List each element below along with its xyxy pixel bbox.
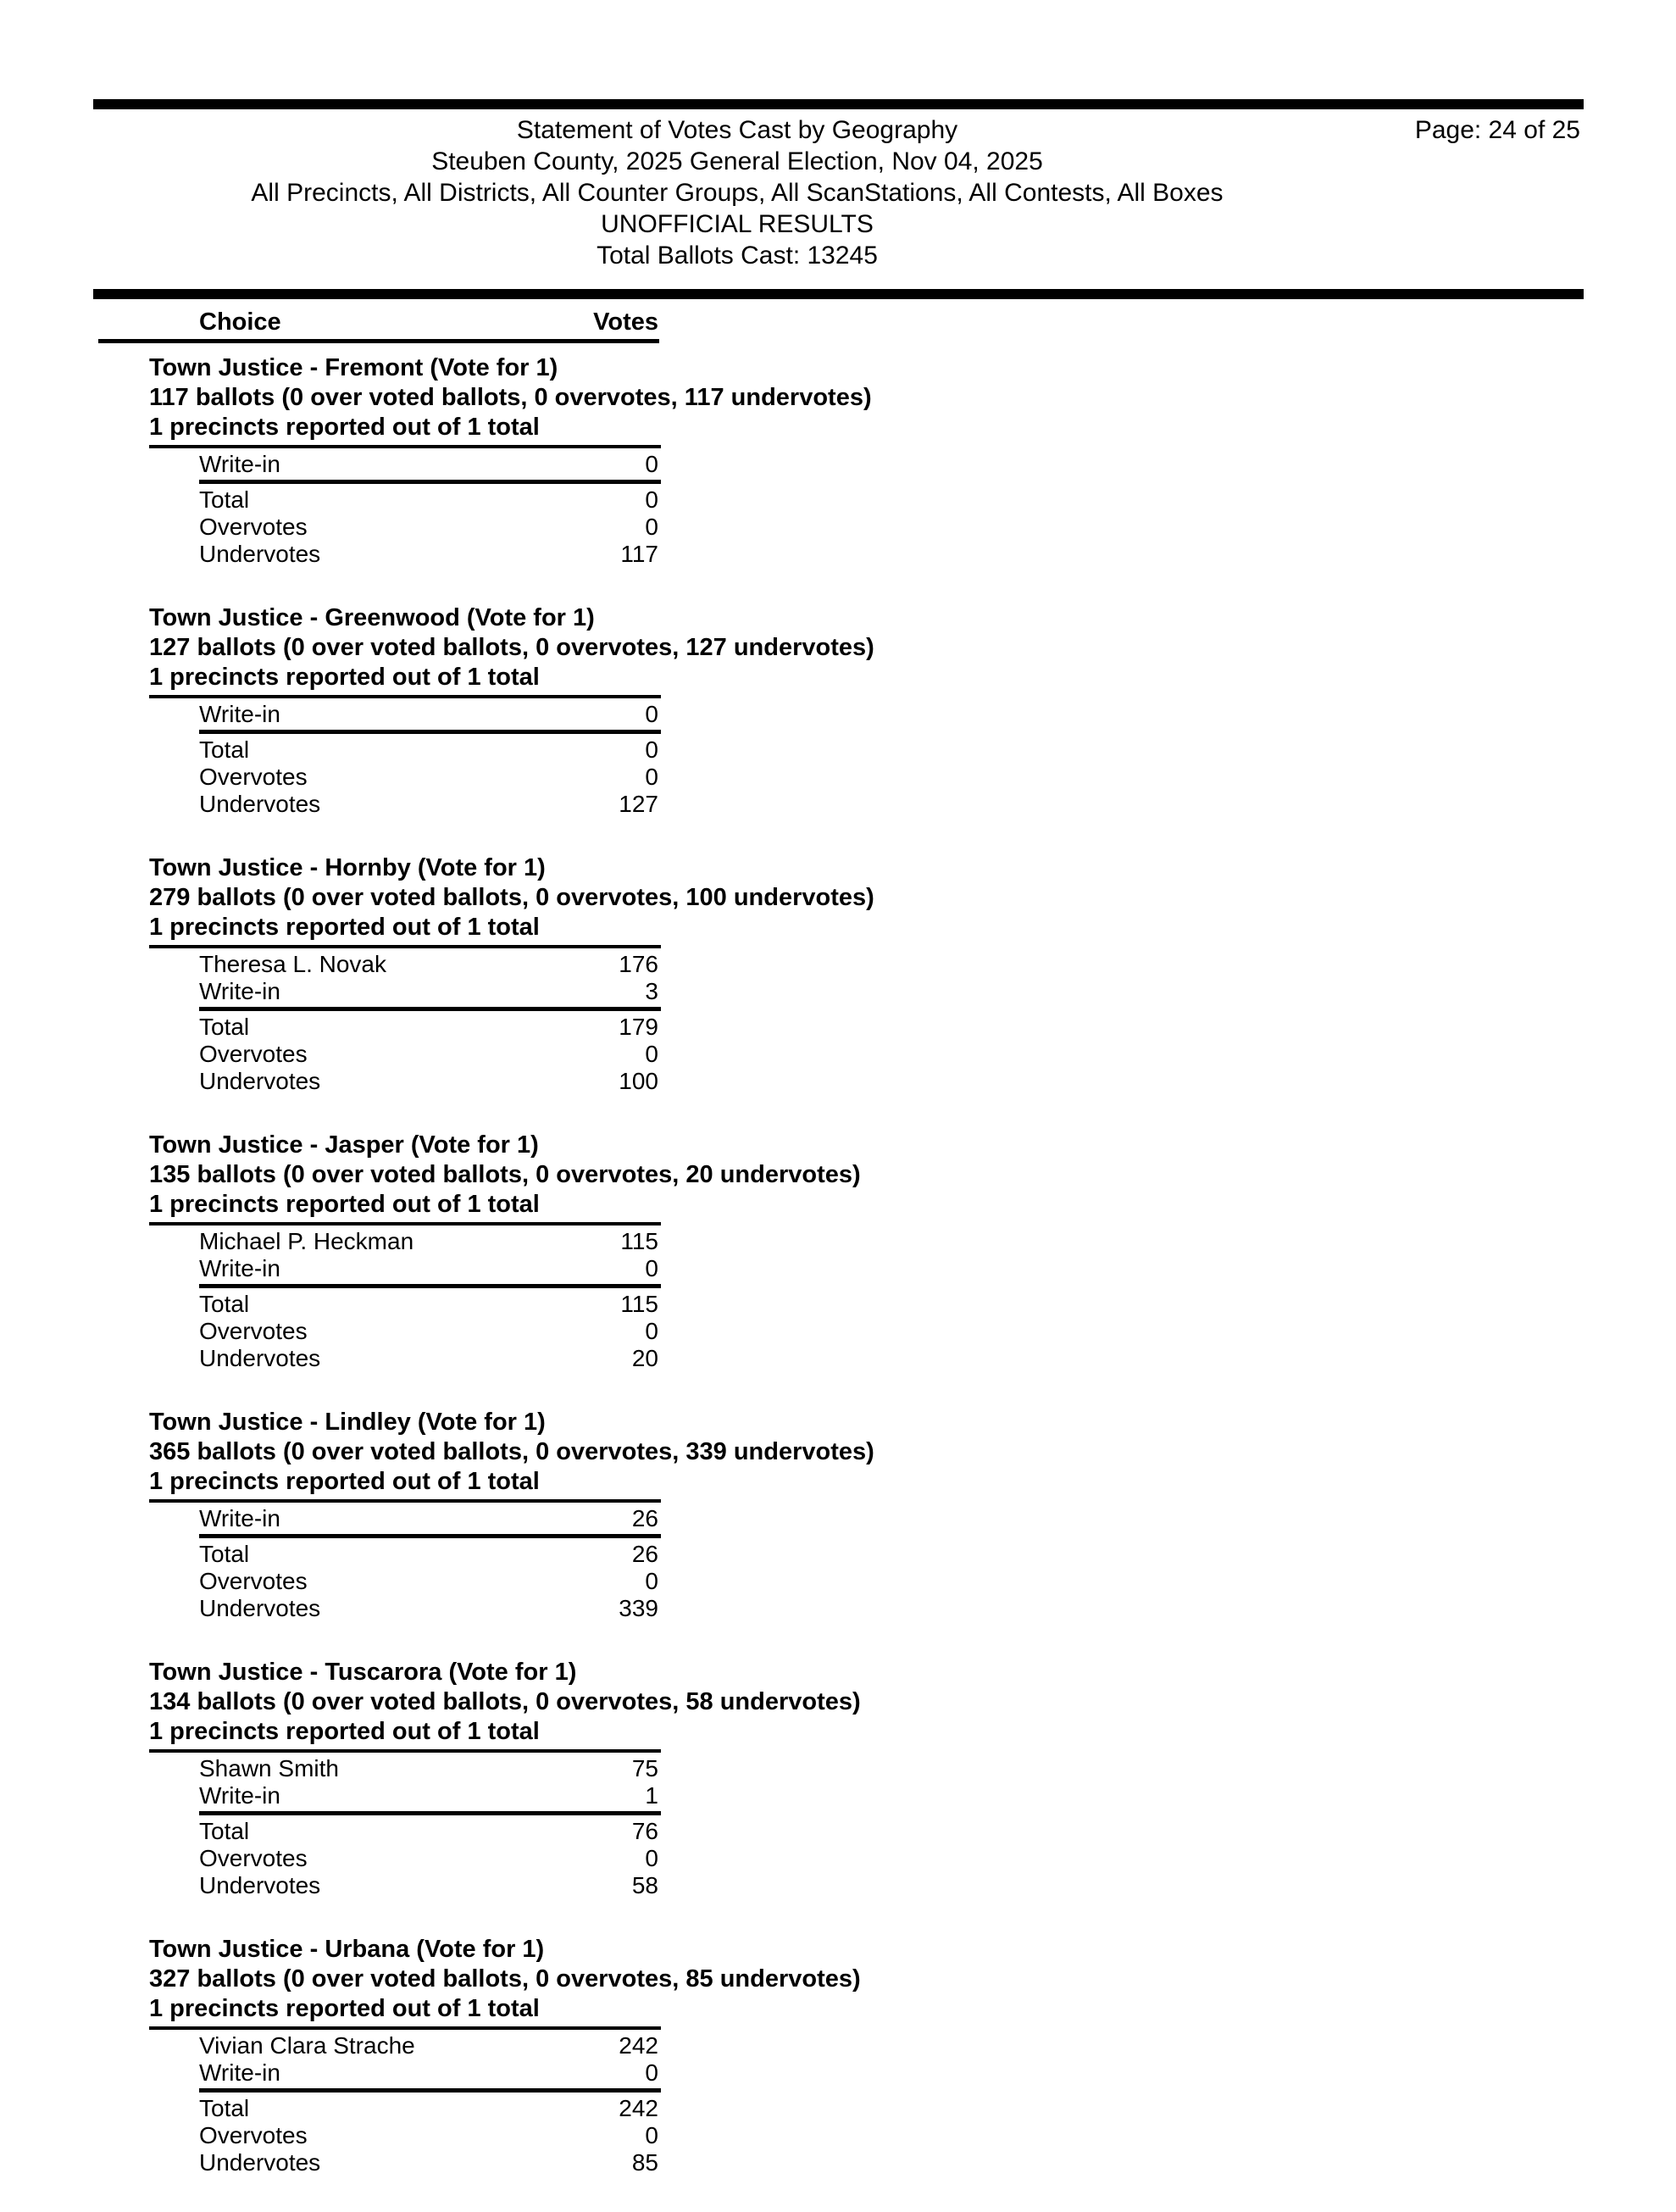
summary-rows (93, 1541, 1584, 1622)
contest-section (93, 603, 1584, 818)
election-subtitle: Steuben County, 2025 General Election, Nov 04, 2025 (431, 147, 1043, 175)
summary-rows (93, 1291, 1584, 1372)
candidate-row-votes: 0 (645, 451, 658, 477)
header-centered-block (93, 114, 1381, 271)
contest-section (93, 1935, 1584, 2176)
summary-rows (93, 1818, 1584, 1899)
candidate-row-votes: 115 (620, 1228, 658, 1254)
summary-row-votes: 117 (620, 541, 658, 567)
contest-title: Town Justice - Tuscarora (Vote for 1) (149, 1659, 577, 1686)
contest-precincts-reported: 1 precincts reported out of 1 total (149, 1468, 540, 1495)
candidate-row-votes: 3 (645, 978, 658, 1004)
candidate-row (199, 951, 658, 978)
summary-row-label: Total (199, 1818, 250, 1844)
summary-row-label: Undervotes (199, 2149, 321, 2176)
candidate-row-label: Shawn Smith (199, 1755, 339, 1781)
summary-row-votes: 179 (619, 1014, 658, 1040)
precincts-rule (149, 1749, 661, 1753)
candidates-total-rule (199, 1811, 661, 1815)
column-header-votes: Votes (593, 308, 658, 336)
precincts-rule (149, 2026, 661, 2030)
summary-row (199, 2149, 658, 2176)
precincts-rule (149, 1222, 661, 1225)
summary-row (199, 2122, 658, 2149)
total-ballots-cast-label: Total Ballots Cast: 13245 (597, 242, 878, 270)
summary-rows (93, 2095, 1584, 2176)
summary-row-label: Overvotes (199, 1568, 308, 1594)
summary-row-label: Total (199, 1541, 250, 1567)
candidate-row (199, 978, 658, 1005)
column-header-choice: Choice (199, 308, 281, 336)
candidate-row-label: Write-in (199, 978, 280, 1004)
contest-title: Town Justice - Urbana (Vote for 1) (149, 1936, 545, 1963)
summary-row (199, 736, 658, 764)
summary-row (199, 1345, 658, 1372)
candidates-total-rule (199, 1284, 661, 1288)
precincts-rule (149, 1499, 661, 1503)
candidate-row-votes: 0 (645, 701, 658, 727)
candidate-row-label: Michael P. Heckman (199, 1228, 414, 1254)
candidate-row (199, 701, 658, 728)
candidates-total-rule (199, 730, 661, 734)
candidate-row-label: Write-in (199, 1255, 280, 1281)
page-number: Page: 24 of 25 (1414, 116, 1580, 144)
candidate-row (199, 451, 658, 478)
summary-row (199, 1541, 658, 1568)
contest-precincts-reported: 1 precincts reported out of 1 total (149, 1995, 540, 2022)
candidate-rows (93, 701, 1584, 728)
summary-row-label: Undervotes (199, 541, 321, 567)
filter-scope-line: All Precincts, All Districts, All Counter Groups, All ScanStations, All Contests, All Boxes (251, 179, 1224, 207)
column-header-rule (98, 339, 659, 343)
contest-section (93, 1658, 1584, 1899)
summary-row-label: Undervotes (199, 1595, 321, 1621)
summary-row-votes: 0 (645, 2122, 658, 2148)
candidates-total-rule (199, 1007, 661, 1011)
summary-row-votes: 100 (619, 1068, 658, 1094)
candidate-row (199, 1505, 658, 1532)
summary-row (199, 1318, 658, 1345)
summary-row-votes: 127 (619, 791, 658, 817)
summary-row-votes: 242 (619, 2095, 658, 2121)
candidates-total-rule (199, 2088, 661, 2093)
summary-row-label: Overvotes (199, 514, 308, 540)
contest-precincts-reported: 1 precincts reported out of 1 total (149, 414, 540, 441)
candidates-total-rule (199, 480, 661, 484)
candidate-row-votes: 0 (645, 2059, 658, 2086)
report-title: Statement of Votes Cast by Geography (516, 116, 958, 144)
summary-row-label: Overvotes (199, 2122, 308, 2148)
summary-row (199, 514, 658, 541)
contest-section (93, 1131, 1584, 1372)
summary-row-label: Undervotes (199, 1068, 321, 1094)
contest-ballots-summary: 127 ballots (0 over voted ballots, 0 overvotes, 127 undervotes) (149, 634, 874, 661)
header-bottom-rule (93, 289, 1584, 299)
summary-rows (93, 1014, 1584, 1095)
header-top-rule (93, 99, 1584, 109)
summary-row (199, 1291, 658, 1318)
unofficial-results-label: UNOFFICIAL RESULTS (601, 210, 874, 238)
summary-rows (93, 486, 1584, 568)
candidate-row-label: Write-in (199, 1782, 280, 1809)
candidate-row (199, 2032, 658, 2059)
candidate-row-votes: 1 (645, 1782, 658, 1809)
contest-precincts-reported: 1 precincts reported out of 1 total (149, 1191, 540, 1218)
summary-row-label: Overvotes (199, 1041, 308, 1067)
contest-ballots-summary: 279 ballots (0 over voted ballots, 0 overvotes, 100 undervotes) (149, 884, 874, 911)
candidate-row-label: Write-in (199, 701, 280, 727)
summary-row (199, 541, 658, 568)
summary-row-label: Total (199, 1291, 250, 1317)
contest-title: Town Justice - Fremont (Vote for 1) (149, 354, 558, 381)
candidate-rows (93, 1755, 1584, 1809)
precincts-rule (149, 445, 661, 448)
contest-section (93, 353, 1584, 568)
summary-row-label: Undervotes (199, 1872, 321, 1898)
summary-row (199, 1068, 658, 1095)
summary-row-votes: 85 (631, 2149, 658, 2176)
summary-row-label: Undervotes (199, 1345, 321, 1371)
summary-row-label: Total (199, 2095, 250, 2121)
summary-row-votes: 115 (620, 1291, 658, 1317)
candidate-row-label: Write-in (199, 451, 280, 477)
candidate-row (199, 1782, 658, 1809)
candidate-rows (93, 1505, 1584, 1532)
candidate-row (199, 2059, 658, 2087)
contest-precincts-reported: 1 precincts reported out of 1 total (149, 664, 540, 691)
candidate-row-votes: 242 (619, 2032, 658, 2059)
summary-row-label: Overvotes (199, 764, 308, 790)
summary-row (199, 2095, 658, 2122)
candidate-row-votes: 0 (645, 1255, 658, 1281)
candidate-rows (93, 1228, 1584, 1282)
summary-row (199, 764, 658, 791)
candidate-row-votes: 176 (619, 951, 658, 977)
summary-row-label: Total (199, 1014, 250, 1040)
summary-row-label: Undervotes (199, 791, 321, 817)
summary-row-votes: 339 (619, 1595, 658, 1621)
summary-row-label: Total (199, 736, 250, 763)
candidate-row-label: Vivian Clara Strache (199, 2032, 415, 2059)
summary-row-votes: 0 (645, 736, 658, 763)
summary-row (199, 1041, 658, 1068)
summary-row-label: Overvotes (199, 1845, 308, 1871)
contest-precincts-reported: 1 precincts reported out of 1 total (149, 1718, 540, 1745)
contest-ballots-summary: 134 ballots (0 over voted ballots, 0 overvotes, 58 undervotes) (149, 1688, 861, 1715)
summary-row-label: Total (199, 486, 250, 513)
summary-row-votes: 0 (645, 1041, 658, 1067)
precincts-rule (149, 945, 661, 948)
summary-row (199, 486, 658, 514)
summary-row-votes: 0 (645, 1568, 658, 1594)
report-content (93, 0, 1584, 2212)
table-column-headers (199, 307, 658, 337)
summary-row-votes: 0 (645, 1845, 658, 1871)
summary-rows (93, 736, 1584, 818)
contest-list (93, 353, 1584, 2176)
candidate-row-label: Write-in (199, 2059, 280, 2086)
summary-row-label: Overvotes (199, 1318, 308, 1344)
summary-row-votes: 0 (645, 764, 658, 790)
summary-row-votes: 0 (645, 514, 658, 540)
summary-row (199, 1014, 658, 1041)
contest-ballots-summary: 135 ballots (0 over voted ballots, 0 overvotes, 20 undervotes) (149, 1161, 861, 1188)
contest-section (93, 853, 1584, 1095)
summary-row-votes: 0 (645, 1318, 658, 1344)
summary-row-votes: 26 (631, 1541, 658, 1567)
summary-row-votes: 20 (631, 1345, 658, 1371)
summary-row (199, 1818, 658, 1845)
report-header (93, 109, 1584, 271)
candidate-row-label: Theresa L. Novak (199, 951, 386, 977)
candidate-row-votes: 26 (631, 1505, 658, 1531)
contest-title: Town Justice - Greenwood (Vote for 1) (149, 604, 595, 631)
summary-row (199, 791, 658, 818)
summary-row-votes: 76 (631, 1818, 658, 1844)
summary-row-votes: 58 (631, 1872, 658, 1898)
contest-ballots-summary: 327 ballots (0 over voted ballots, 0 overvotes, 85 undervotes) (149, 1965, 861, 1992)
contest-precincts-reported: 1 precincts reported out of 1 total (149, 914, 540, 941)
candidate-rows (93, 951, 1584, 1005)
precincts-rule (149, 695, 661, 698)
summary-row (199, 1595, 658, 1622)
contest-title: Town Justice - Jasper (Vote for 1) (149, 1131, 539, 1159)
candidate-row (199, 1255, 658, 1282)
contest-ballots-summary: 365 ballots (0 over voted ballots, 0 overvotes, 339 undervotes) (149, 1438, 874, 1465)
summary-row-votes: 0 (645, 486, 658, 513)
summary-row (199, 1872, 658, 1899)
candidates-total-rule (199, 1534, 661, 1538)
contest-title: Town Justice - Lindley (Vote for 1) (149, 1409, 546, 1436)
summary-row (199, 1568, 658, 1595)
candidate-row-votes: 75 (631, 1755, 658, 1781)
contest-ballots-summary: 117 ballots (0 over voted ballots, 0 overvotes, 117 undervotes) (149, 384, 872, 411)
candidate-row (199, 1755, 658, 1782)
candidate-rows (93, 2032, 1584, 2087)
contest-title: Town Justice - Hornby (Vote for 1) (149, 854, 546, 881)
candidate-row-label: Write-in (199, 1505, 280, 1531)
summary-row (199, 1845, 658, 1872)
candidate-row (199, 1228, 658, 1255)
candidate-rows (93, 451, 1584, 478)
contest-section (93, 1408, 1584, 1622)
